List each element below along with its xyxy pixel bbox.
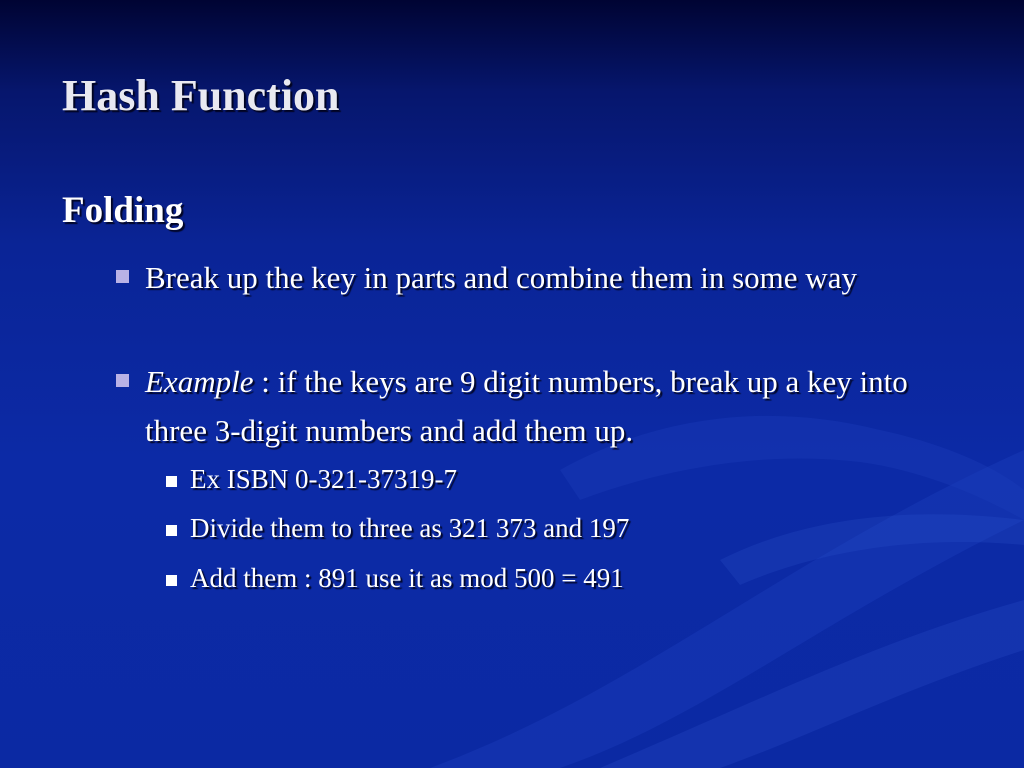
square-bullet-icon	[166, 525, 177, 536]
sub-bullet-isbn	[190, 462, 970, 496]
section-heading: Folding	[62, 190, 184, 231]
example-label: Example	[145, 364, 254, 399]
bullet-break-up-key	[145, 253, 975, 302]
square-bullet-icon	[166, 476, 177, 487]
square-bullet-icon	[116, 270, 129, 283]
sub-bullet-text: Ex ISBN 0-321-37319-7	[190, 464, 457, 494]
sub-bullet-text: Divide them to three as 321 373 and 197	[190, 513, 630, 543]
square-bullet-icon	[116, 374, 129, 387]
sub-bullet-text: Add them : 891 use it as mod 500 = 491	[190, 563, 624, 593]
bullet-example	[145, 357, 975, 455]
square-bullet-icon	[166, 575, 177, 586]
sub-bullet-divide	[190, 511, 970, 545]
sub-bullet-add	[190, 561, 970, 595]
bullet-text: Break up the key in parts and combine them in some way	[145, 260, 857, 295]
slide-title: Hash Function	[62, 71, 340, 120]
bullet-text: : if the keys are 9 digit numbers, break up a key into three 3-digit numbers and add them up.	[145, 364, 908, 448]
